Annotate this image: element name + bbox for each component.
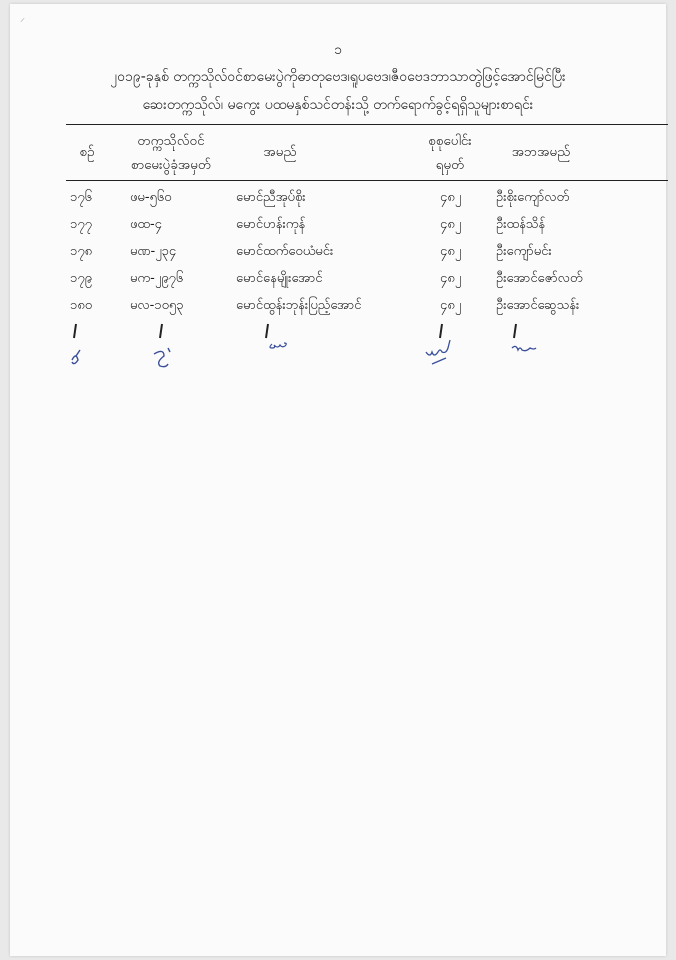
cell-reg: မလ-၁၀၅၃ [130,298,184,313]
cell-no: ၁၇၇ [70,217,92,232]
cell-name: မောင်ထက်ဝေယံမင်း [236,244,334,259]
table-header-rule [66,180,668,181]
cell-father: ဦးအောင်ဇော်လတ် [496,271,583,286]
table-top-rule [66,124,668,125]
cell-score: ၄၈၂ [440,244,462,259]
table-row [10,240,666,264]
cell-father: ဦးကျော်မင်း [496,244,552,259]
cell-reg: ဖမ-၅၆၀ [130,190,172,205]
cell-name: မောင်ထွန်းဘုန်းပြည့်အောင် [236,298,362,313]
cell-name: မောင်ညီအုပ်စိုး [236,190,306,205]
cell-score: ၄၈၂ [440,190,462,205]
header-name: အမည် [263,144,297,160]
header-no: စဉ် [79,144,95,160]
document-title-line-2: ဆေးတက္ကသိုလ်၊ မကွေး ပထမနှစ်သင်တန်းသို့ တက်ရောက်ခွင့်ရရှိသူများစာရင်း [142,97,534,113]
table-row [10,213,666,237]
cell-score: ၄၈၂ [440,271,462,286]
table-row [10,294,666,318]
header-score-line1: စုစုပေါင်း [428,133,472,149]
header-father: အဘအမည် [511,144,571,160]
document-page [10,4,666,956]
cell-name: မောင်ဟန်းကုန် [236,217,306,232]
cell-no: ၁၈၀ [70,298,93,313]
handwritten-initial [64,320,124,370]
cell-score: ၄၈၂ [440,298,462,313]
cell-reg: ဖထ-၄ [130,217,162,232]
document-title-line-1: ၂၀၁၉-ခုနှစ် တက္ကသိုလ်ဝင်စာမေးပွဲကိုဓာတုဗေဒ၊ရူပဗေဒ၊ဇီဝဗေဒဘာသာတွဲဖြင့်အောင်မြင်ပြီး [110,69,566,85]
header-reg-line2: စာမေးပွဲခုံအမှတ် [130,157,212,173]
cell-father: ဦးအောင်ဆွေသန်း [496,298,580,313]
table-row [10,186,666,210]
page-number: ၁ [334,42,342,58]
cell-reg: မဏ-၂၃၄ [130,244,177,259]
cell-name: မောင်နေမျိုးအောင် [236,271,323,286]
cell-no: ၁၇၉ [70,271,92,286]
header-reg-line1: တက္ကသိုလ်ဝင် [137,133,205,149]
cell-father: ဦးထန်သိန် [496,217,546,232]
cell-no: ၁၇၈ [70,244,93,259]
handwritten-initial [502,320,562,370]
cell-reg: မက-၂၉၇၆ [130,271,184,286]
cell-no: ၁၇၆ [70,190,92,205]
corner-mark: ⸝ [20,13,25,24]
handwritten-initial [148,320,208,370]
cell-score: ၄၈၂ [440,217,462,232]
table-row [10,267,666,291]
cell-father: ဦးစိုးကျော်လတ် [496,190,570,205]
handwritten-initial [254,320,314,370]
header-score-line2: ရမှတ် [435,157,465,173]
handwritten-initial [422,320,482,376]
